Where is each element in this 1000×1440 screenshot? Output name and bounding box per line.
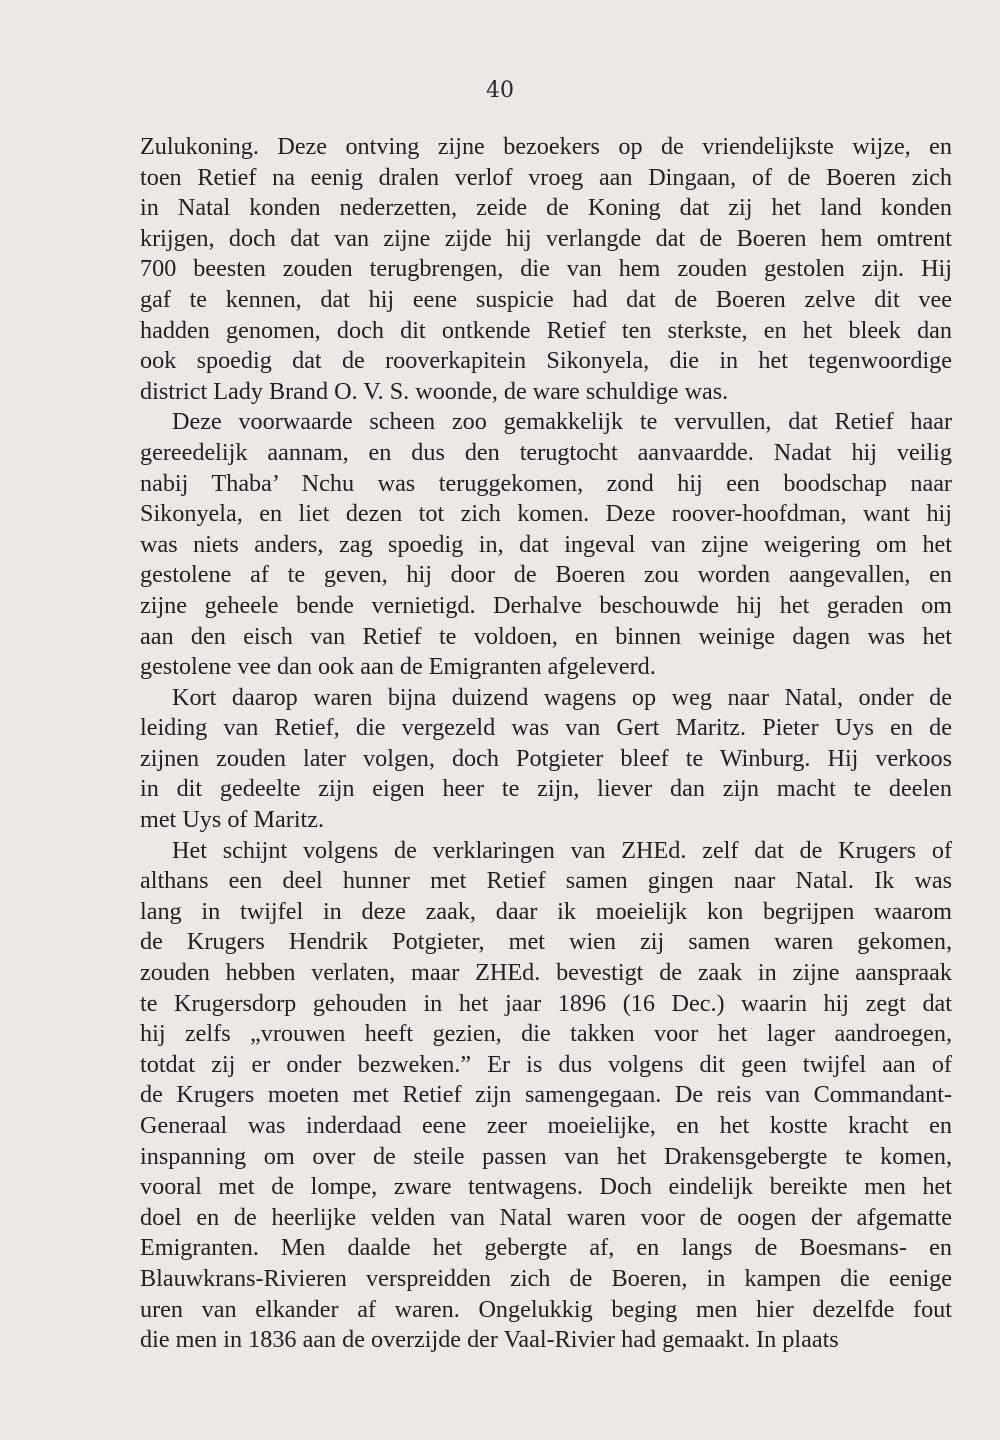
text-line: district Lady Brand O. V. S. woonde, de ware schuldige was. [140,377,729,405]
text-line: de Krugers Hendrik Potgieter, met wien zij samen waren gekomen, [140,928,952,956]
page-number: 40 [486,78,514,103]
text-line: Emigranten. Men daalde het gebergte af, en langs de Boesmans- en [140,1234,952,1262]
text-line: hadden genomen, doch dit ontkende Retief ten sterkste, en het bleek dan [140,316,952,344]
paragraph [140,407,952,682]
text-line: vooral met de lompe, zware tentwagens. Doch eindelijk bereikte men het [140,1173,952,1201]
text-line: Sikonyela, en liet dezen tot zich komen. Deze roover-hoofdman, want hij [140,500,952,528]
text-line: doel en de heerlijke velden van Natal waren voor de oogen der afgematte [140,1203,952,1231]
text-line: gaf te kennen, dat hij eene suspicie had dat de Boeren zelve dit vee [140,285,952,313]
text-line: ook spoedig dat de rooverkapitein Sikonyela, die in het tegenwoordige [140,347,952,375]
text-line: de Krugers moeten met Retief zijn samengegaan. De reis van Commandant- [140,1081,952,1109]
text-line: hij zelfs „vrouwen heeft gezien, die takken voor het lager aandroegen, [140,1020,952,1048]
body-text [140,132,952,1356]
text-line: Blauwkrans-Rivieren verspreidden zich de Boeren, in kampen die eenige [140,1264,952,1292]
text-line: gestolene vee dan ook aan de Emigranten afgeleverd. [140,653,656,681]
paragraph [140,132,952,407]
text-line: inspanning om over de steile passen van het Drakensgebergte te komen, [140,1142,952,1170]
text-line: zouden hebben verlaten, maar ZHEd. bevestigt de zaak in zijne aanspraak [140,959,952,987]
text-line: krijgen, doch dat van zijne zijde hij verlangde dat de Boeren hem omtrent [140,224,952,252]
text-line: toen Retief na eenig dralen verlof vroeg aan Dingaan, of de Boeren zich [140,163,952,191]
text-line: leiding van Retief, die vergezeld was van Gert Maritz. Pieter Uys en de [140,714,952,742]
text-line: uren van elkander af waren. Ongelukkig beging men hier dezelfde fout [140,1295,952,1323]
paragraph [140,836,952,1356]
text-line: zijne geheele bende vernietigd. Derhalve beschouwde hij het geraden om [140,591,952,619]
text-line: was niets anders, zag spoedig in, dat ingeval van zijne weigering om het [140,530,952,558]
text-line: totdat zij er onder bezweken.” Er is dus volgens dit geen twijfel aan of [140,1050,952,1078]
text-line: lang in twijfel in deze zaak, daar ik moeielijk kon begrijpen waarom [140,897,952,925]
text-line: die men in 1836 aan de overzijde der Vaal-Rivier had gemaakt. In plaats [140,1326,839,1354]
text-line: althans een deel hunner met Retief samen gingen naar Natal. Ik was [140,867,952,895]
text-line: aan den eisch van Retief te voldoen, en binnen weinige dagen was het [140,622,952,650]
text-line: nabij Thaba’ Nchu was teruggekomen, zond hij een boodschap naar [140,469,952,497]
text-line: Generaal was inderdaad eene zeer moeielijke, en het kostte kracht en [140,1112,952,1139]
text-line: met Uys of Maritz. [140,806,325,834]
text-line: Zulukoning. Deze ontving zijne bezoekers op de vriendelijkste wijze, en [140,133,952,160]
text-line: te Krugersdorp gehouden in het jaar 1896 (16 Dec.) waarin hij zegt dat [140,989,952,1017]
text-line: zijnen zouden later volgen, doch Potgieter bleef te Winburg. Hij verkoos [140,744,952,772]
text-line: gereedelijk aannam, en dus den terugtocht aanvaardde. Nadat hij veilig [140,438,952,466]
text-line: in dit gedeelte zijn eigen heer te zijn, liever dan zijn macht te deelen [140,775,952,803]
text-line: Het schijnt volgens de verklaringen van ZHEd. zelf dat de Krugers of [172,836,952,864]
text-line: Deze voorwaarde scheen zoo gemakkelijk te vervullen, dat Retief haar [172,408,952,436]
text-line: 700 beesten zouden terugbrengen, die van hem zouden gestolen zijn. Hij [140,255,952,283]
text-line: Kort daarop waren bijna duizend wagens op weg naar Natal, onder de [172,683,952,711]
text-line: in Natal konden nederzetten, zeide de Koning dat zij het land konden [140,194,952,222]
paragraph [140,683,952,836]
text-line: gestolene af te geven, hij door de Boeren zou worden aangevallen, en [140,561,952,589]
